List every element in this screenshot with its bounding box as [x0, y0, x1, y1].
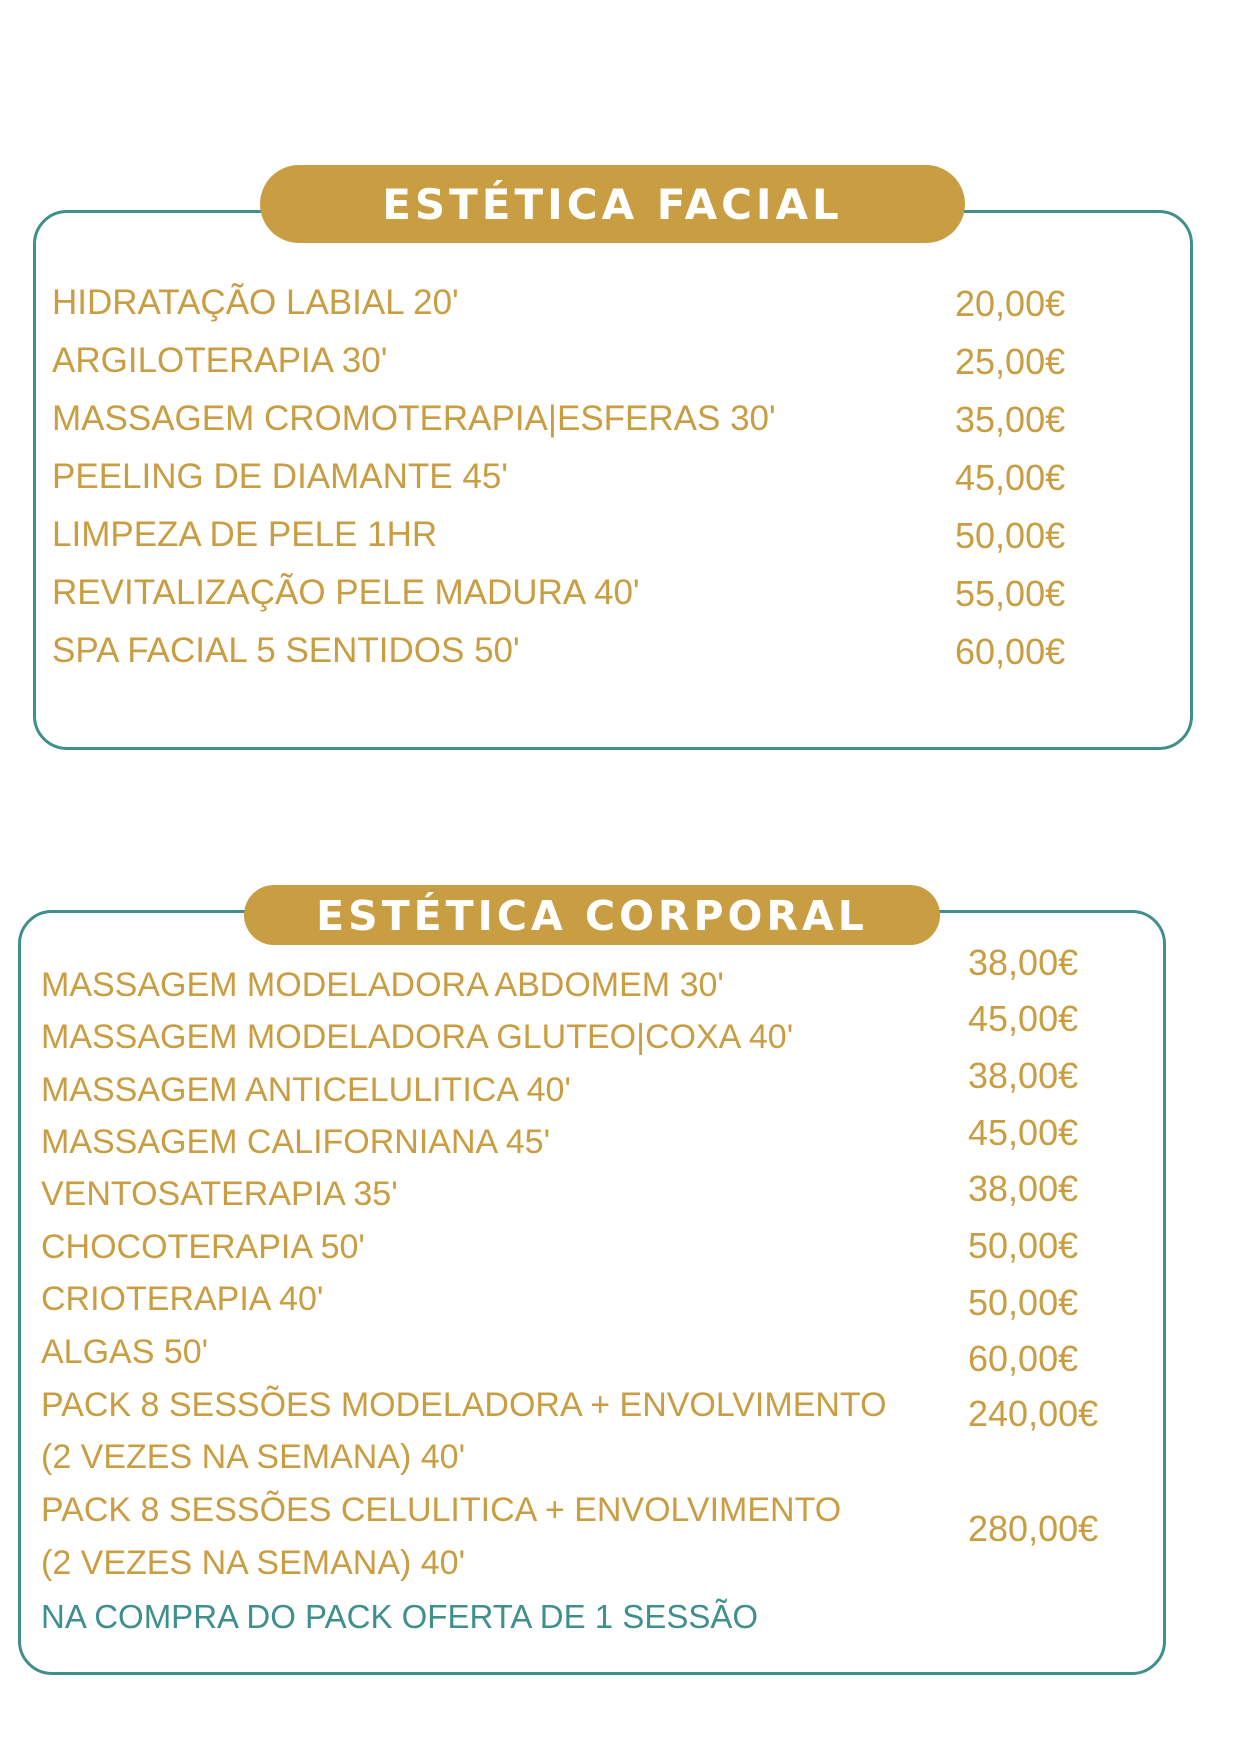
facial-item-price: 60,00€: [955, 631, 1066, 672]
facial-item-price: 55,00€: [955, 573, 1066, 614]
facial-item-price: 45,00€: [955, 457, 1066, 498]
corporal-item-name-line2: (2 VEZES NA SEMANA) 40': [41, 1438, 466, 1476]
facial-item-name: REVITALIZAÇÃO PELE MADURA 40': [52, 573, 640, 612]
corporal-title: ESTÉTICA CORPORAL: [244, 885, 940, 945]
corporal-item-price: 38,00€: [968, 1055, 1079, 1096]
corporal-item-name: MASSAGEM CALIFORNIANA 45': [41, 1123, 551, 1161]
corporal-item-name: ALGAS 50': [41, 1333, 209, 1371]
corporal-item-name: PACK 8 SESSÕES CELULITICA + ENVOLVIMENTO: [41, 1491, 842, 1529]
corporal-item-name: MASSAGEM MODELADORA GLUTEO|COXA 40': [41, 1018, 794, 1056]
corporal-item-price: 45,00€: [968, 998, 1079, 1039]
corporal-item-price: 50,00€: [968, 1282, 1079, 1323]
facial-item-name: PEELING DE DIAMANTE 45': [52, 457, 508, 496]
facial-item-name: LIMPEZA DE PELE 1HR: [52, 515, 438, 554]
corporal-item-name: MASSAGEM MODELADORA ABDOMEM 30': [41, 966, 724, 1004]
corporal-item-name: CHOCOTERAPIA 50': [41, 1228, 365, 1266]
corporal-item-price: 45,00€: [968, 1112, 1079, 1153]
corporal-item-price: 38,00€: [968, 942, 1079, 983]
corporal-item-price: 240,00€: [968, 1393, 1099, 1434]
corporal-item-name: MASSAGEM ANTICELULITICA 40': [41, 1071, 571, 1109]
corporal-item-price: 60,00€: [968, 1338, 1079, 1379]
corporal-item-price: 38,00€: [968, 1168, 1079, 1209]
corporal-item-name: VENTOSATERAPIA 35': [41, 1175, 398, 1213]
corporal-item-price: 280,00€: [968, 1508, 1099, 1549]
corporal-item-name: PACK 8 SESSÕES MODELADORA + ENVOLVIMENTO: [41, 1386, 887, 1424]
pack-offer-note: NA COMPRA DO PACK OFERTA DE 1 SESSÃO: [41, 1598, 759, 1635]
facial-title: ESTÉTICA FACIAL: [260, 165, 965, 243]
facial-item-name: MASSAGEM CROMOTERAPIA|ESFERAS 30': [52, 399, 776, 438]
facial-item-price: 20,00€: [955, 283, 1066, 324]
corporal-item-price: 50,00€: [968, 1225, 1079, 1266]
facial-item-name: ARGILOTERAPIA 30': [52, 341, 388, 380]
corporal-item-name: CRIOTERAPIA 40': [41, 1280, 324, 1318]
facial-item-name: HIDRATAÇÃO LABIAL 20': [52, 283, 459, 322]
facial-item-price: 50,00€: [955, 515, 1066, 556]
facial-item-price: 25,00€: [955, 341, 1066, 382]
facial-item-price: 35,00€: [955, 399, 1066, 440]
facial-item-name: SPA FACIAL 5 SENTIDOS 50': [52, 631, 520, 670]
corporal-item-name-line2: (2 VEZES NA SEMANA) 40': [41, 1544, 466, 1582]
